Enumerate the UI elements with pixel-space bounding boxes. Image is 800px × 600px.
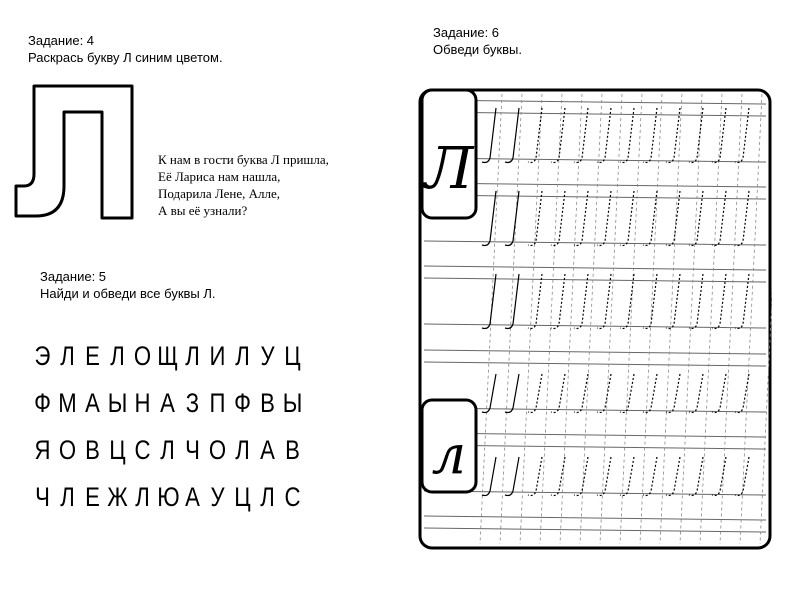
tracing-letter[interactable] — [528, 108, 542, 163]
grid-letter[interactable]: А — [260, 435, 275, 465]
tracing-letter[interactable] — [482, 191, 496, 246]
grid-letter[interactable]: С — [134, 435, 151, 465]
slant-line — [580, 94, 602, 544]
grid-letter[interactable]: А — [160, 388, 175, 418]
tracing-letter[interactable] — [643, 374, 657, 413]
tracing-letter[interactable] — [689, 108, 703, 163]
grid-letter[interactable]: Н — [134, 388, 151, 418]
grid-letter[interactable]: О — [58, 435, 77, 465]
grid-letter[interactable]: С — [284, 482, 301, 512]
tracing-letter[interactable] — [551, 108, 565, 163]
tracing-letter[interactable] — [482, 274, 496, 329]
task-6-heading: Задание: 6 — [433, 25, 500, 40]
grid-letter[interactable]: В — [85, 435, 100, 465]
copybook-tracing-sheet — [418, 88, 772, 550]
tracing-letter[interactable] — [597, 274, 611, 329]
tracing-letter[interactable] — [620, 108, 634, 163]
tracing-letter[interactable] — [528, 191, 542, 246]
tracing-letter[interactable] — [712, 457, 726, 496]
task-6-header — [433, 24, 522, 58]
tracing-letter[interactable] — [620, 274, 634, 329]
task-4-instruction: Раскрась букву Л синим цветом. — [28, 50, 223, 65]
tracing-letter[interactable] — [643, 274, 657, 329]
grid-letter[interactable]: Е — [85, 482, 100, 512]
task-4-header — [28, 32, 223, 66]
grid-letter[interactable]: Ы — [107, 388, 128, 418]
grid-letter[interactable]: О — [133, 341, 152, 371]
ruling-line — [424, 491, 766, 495]
grid-letter[interactable]: Л — [110, 341, 125, 371]
tracing-letters — [482, 108, 749, 496]
outline-letter-l — [12, 82, 136, 222]
grid-letter[interactable]: Ц — [284, 341, 301, 371]
tracing-letter[interactable] — [689, 457, 703, 496]
tracing-letter[interactable] — [597, 191, 611, 246]
letter-grid-row — [30, 434, 305, 466]
poem-line: А вы её узнали? — [158, 203, 248, 218]
grid-letter[interactable]: З — [185, 388, 200, 418]
grid-letter[interactable]: У — [210, 482, 225, 512]
grid-letter[interactable]: Л — [60, 341, 75, 371]
grid-letter[interactable]: И — [209, 341, 226, 371]
letter-grid-row — [30, 481, 305, 513]
tracing-letter[interactable] — [482, 457, 496, 496]
tracing-letter[interactable] — [574, 274, 588, 329]
grid-letter[interactable]: У — [260, 341, 275, 371]
grid-letter[interactable]: Л — [235, 435, 250, 465]
tracing-letter[interactable] — [666, 374, 680, 413]
tracing-letter[interactable] — [712, 274, 726, 329]
grid-letter[interactable]: Щ — [157, 341, 179, 371]
tracing-letter[interactable] — [712, 374, 726, 413]
tracing-letter[interactable] — [643, 457, 657, 496]
grid-letter[interactable]: Ю — [157, 482, 180, 512]
poem-line: Подарила Лене, Алле, — [158, 186, 280, 201]
slant-line — [560, 94, 582, 544]
tracing-letter[interactable] — [597, 457, 611, 496]
tracing-letter[interactable] — [505, 191, 519, 246]
tracing-letter[interactable] — [666, 108, 680, 163]
grid-letter[interactable]: Л — [185, 341, 200, 371]
slant-line — [540, 94, 562, 544]
tracing-letter[interactable] — [505, 108, 519, 163]
grid-letter[interactable]: Ж — [107, 482, 128, 512]
slant-line — [620, 94, 642, 544]
task-5-instruction: Найди и обведи все буквы Л. — [40, 286, 216, 301]
grid-letter[interactable]: П — [209, 388, 226, 418]
task-5-heading: Задание: 5 — [40, 269, 107, 284]
tracing-letter[interactable] — [551, 374, 565, 413]
tracing-letter[interactable] — [620, 457, 634, 496]
letter-grid — [30, 340, 305, 528]
grid-letter[interactable]: Ц — [234, 482, 251, 512]
letter-grid-row — [30, 387, 305, 419]
tracing-letter[interactable] — [689, 191, 703, 246]
grid-letter[interactable]: Ф — [234, 388, 251, 418]
tracing-letter[interactable] — [735, 457, 749, 496]
ruling-line — [424, 362, 766, 366]
tracing-letter[interactable] — [643, 108, 657, 163]
ruling-line — [424, 528, 766, 532]
grid-letter[interactable]: А — [185, 482, 200, 512]
ruling-line — [424, 278, 766, 282]
ruling-line — [424, 324, 766, 328]
tracing-letter[interactable] — [574, 108, 588, 163]
tracing-letter[interactable] — [574, 374, 588, 413]
tracing-letter[interactable] — [689, 274, 703, 329]
grid-letter[interactable]: О — [208, 435, 227, 465]
tracing-letter[interactable] — [528, 374, 542, 413]
grid-letter[interactable]: В — [260, 388, 275, 418]
sample-letter-lower: л — [431, 423, 467, 486]
grid-letter[interactable]: В — [285, 435, 300, 465]
task-4-heading: Задание: 4 — [28, 33, 95, 48]
ruling-line — [424, 350, 766, 354]
tracing-letter[interactable] — [643, 191, 657, 246]
ruling-line — [424, 516, 766, 520]
task-6-instruction: Обведи буквы. — [433, 42, 522, 57]
tracing-letter[interactable] — [574, 191, 588, 246]
poem-line: К нам в гости буква Л пришла, — [158, 152, 329, 167]
tracing-letter[interactable] — [482, 108, 496, 163]
grid-letter[interactable]: Ч — [35, 482, 50, 512]
grid-letter[interactable]: Л — [135, 482, 150, 512]
outline-letter-l-label: Л — [12, 82, 13, 83]
grid-letter[interactable]: Л — [260, 482, 275, 512]
tracing-letter[interactable] — [551, 191, 565, 246]
grid-letter[interactable]: Е — [85, 341, 100, 371]
tracing-letter[interactable] — [574, 457, 588, 496]
tracing-letter[interactable] — [505, 274, 519, 329]
grid-letter[interactable]: Я — [34, 435, 51, 465]
tracing-letter[interactable] — [620, 191, 634, 246]
tracing-letter[interactable] — [689, 374, 703, 413]
tracing-letter[interactable] — [528, 457, 542, 496]
grid-letter[interactable]: Ы — [282, 388, 303, 418]
ruling-line — [424, 266, 766, 270]
grid-letter[interactable]: Л — [160, 435, 175, 465]
grid-letter[interactable]: Э — [34, 341, 51, 371]
tracing-letter[interactable] — [482, 374, 496, 413]
slant-line — [660, 94, 682, 544]
sample-letter-upper: Л — [424, 134, 474, 202]
tracing-letter[interactable] — [666, 457, 680, 496]
tracing-letter[interactable] — [528, 274, 542, 329]
letter-grid-row — [30, 340, 305, 372]
grid-letter[interactable]: Ц — [109, 435, 126, 465]
grid-letter[interactable]: Ф — [34, 388, 51, 418]
grid-letter[interactable]: Л — [235, 341, 250, 371]
task-5-header — [40, 268, 216, 302]
grid-letter[interactable]: А — [85, 388, 100, 418]
tracing-letter[interactable] — [666, 191, 680, 246]
slant-line — [520, 94, 542, 544]
poem-line: Её Лариса нам нашла, — [158, 169, 281, 184]
tracing-letter[interactable] — [505, 457, 519, 496]
grid-letter[interactable]: М — [58, 388, 77, 418]
tracing-letter[interactable] — [712, 191, 726, 246]
grid-letter[interactable]: Ч — [185, 435, 200, 465]
grid-letter[interactable]: Л — [60, 482, 75, 512]
tracing-letter[interactable] — [597, 374, 611, 413]
poem — [158, 151, 329, 219]
